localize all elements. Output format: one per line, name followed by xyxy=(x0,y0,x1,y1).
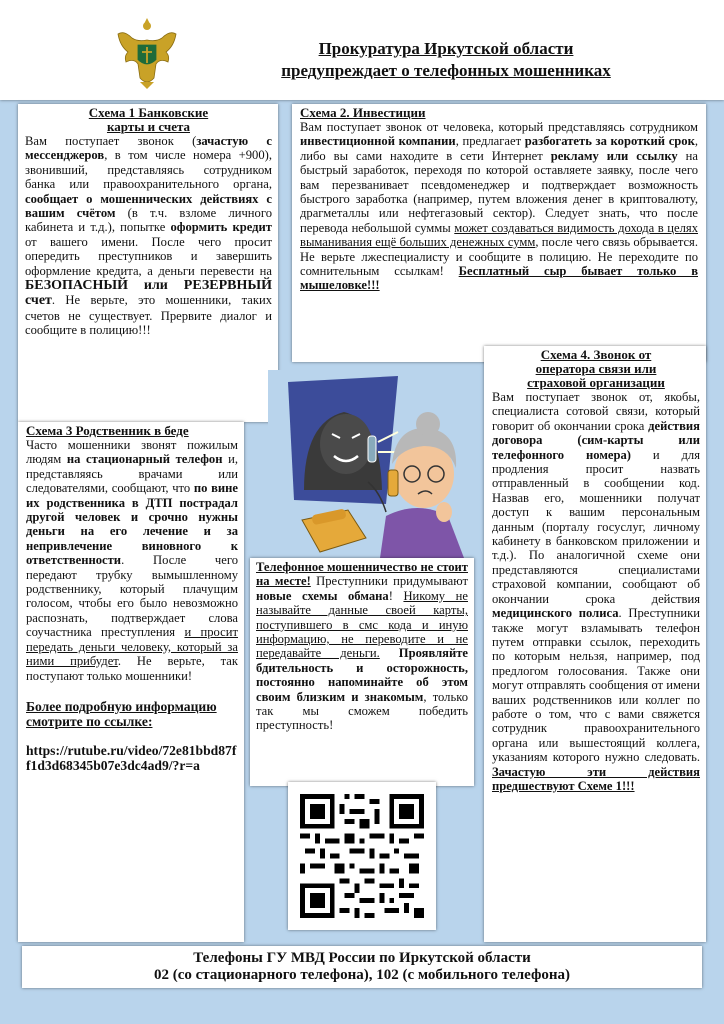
scheme2-text: Вам поступает звонок от человека, который представляясь сотрудником инвестиционной компании, предлагает разбогатеть за короткий срок, либо вы сами находите в сети Интернет рекламу или ссылку на быстрый заработок, переходя по которой оставляете заявку, после чего вам перезванивает псевдоменеджер и подтверждает возможность быстрого заработка (например, путем вложения денег в криптовалюту, драгметаллы или нефтегазовый сектор). Следует знать, что после перевода небольшой суммы может создаваться видимость дохода в целях выманивания ещё больших денежных сумм, после чего связь обрывается. Не верьте лжеспециалисту и сообщите в полицию. Не переходите по сомнительным ссылкам! Бесплатный сыр бывает только в мышеловке!!! xyxy=(300,120,699,293)
scheme1-panel xyxy=(18,104,278,422)
center-panel xyxy=(250,558,474,786)
scheme3-text: Часто мошенники звонят пожилым людям на стационарный телефон и, представляясь врачами или следователями, сообщают, что по вине их родственника в ДТП пострадал другой человек и срочно нужны деньги на его лечение и за непривлечение виновного к ответственности. После чего передают трубку вымышленному родственнику, который плачущим голосом, чтобы его было невозможно распознать, подтверждает слова соучастника преступления и просит передать деньги человеку, который за ними прибудет. Не верьте, так поступают только мошенники! xyxy=(26,438,238,683)
header-title xyxy=(236,38,656,82)
header-line-2: предупреждает о телефонных мошенниках xyxy=(281,61,611,80)
scheme1-text: Вам поступает звонок (зачастую с мессенджеров, в том числе номера +900), звонивший, представляясь сотрудником банка или правоохранительного органа, сообщает о мошеннических действиях с вашим счётом (в т.ч. взломе личного кабинета и т.д.), попытке оформить кредит от вашего имени. После чего просит опередить преступников и завершить оформление кредита, а деньги перевести на БЕЗОПАСНЫЙ или РЕЗЕРВНЫЙ счет. Не верьте, это мошенники, таких счетов не существует. Прервите диалог и сообщите в полицию!!! xyxy=(25,134,272,338)
scheme4-text: Вам поступает звонок от, якобы, специалиста сотовой связи, который говорит об окончании срока действия договора (сим-карты или телефонного номера) и для продления просит назвать отправленный в сообщении код. Назвав его, мошенники получат доступ к вашим персональным данным (порталу госуслуг, личному кабинету в банковском приложении и т.д.). По аналогичной схеме они представляются специалистами страховой компании, сообщают об окончании срока действия медицинского полиса. Преступники также могут взламывать телефон путем отправки ссылок, переходить по которым нельзя, например, под предлогом голосования. Также они могут отправлять сообщения от имени ваших родственников или коллег по работе о том, что с вами свяжется сотрудник правоохранительного органа или вышестоящий коллега, указаниям которого нужно следовать. Зачастую эти действия предшествуют Схеме 1!!! xyxy=(492,390,700,793)
scheme3-panel xyxy=(18,422,244,942)
scammer-illustration xyxy=(288,376,400,504)
scheme4-panel xyxy=(484,346,706,942)
scheme2-panel xyxy=(292,104,706,362)
scheme3-title: Схема 3 Родственник в беде xyxy=(26,423,189,438)
center-text: Телефонное мошенничество не стоит на месте! Преступники придумывают новые схемы обмана! Никому не называйте данные своей карты, поступившего в смс кода и иную информацию, не переводите и не передавайте деньги. Проявляйте бдительность и осторожность, постоянно напоминайте об этом своим близким и знакомым, только так мы сможем победить преступность! xyxy=(256,560,468,733)
scheme1-title: Схема 1 Банковские карты и счета xyxy=(88,105,209,134)
footer-line-1: Телефоны ГУ МВД России по Иркутской области xyxy=(193,950,531,966)
video-link[interactable]: https://rutube.ru/video/72e81bbd87ff1d3d68345b07e3dc4ad9/?r=a xyxy=(26,742,237,773)
scheme2-title: Схема 2. Инвестиции xyxy=(300,105,426,120)
illustration xyxy=(268,362,476,558)
more-info-label: Более подробную информацию смотрите по ссылке: xyxy=(26,698,217,729)
footer xyxy=(22,946,702,988)
header xyxy=(0,0,724,100)
header-line-1: Прокуратура Иркутской области xyxy=(318,39,574,58)
qr-code-icon[interactable] xyxy=(288,782,436,930)
footer-line-2: 02 (со стационарного телефона), 102 (с мобильного телефона) xyxy=(153,967,571,983)
emblem-icon xyxy=(114,12,180,90)
scheme4-title: Схема 4. Звонок от оператора связи или страховой организации xyxy=(527,347,665,390)
